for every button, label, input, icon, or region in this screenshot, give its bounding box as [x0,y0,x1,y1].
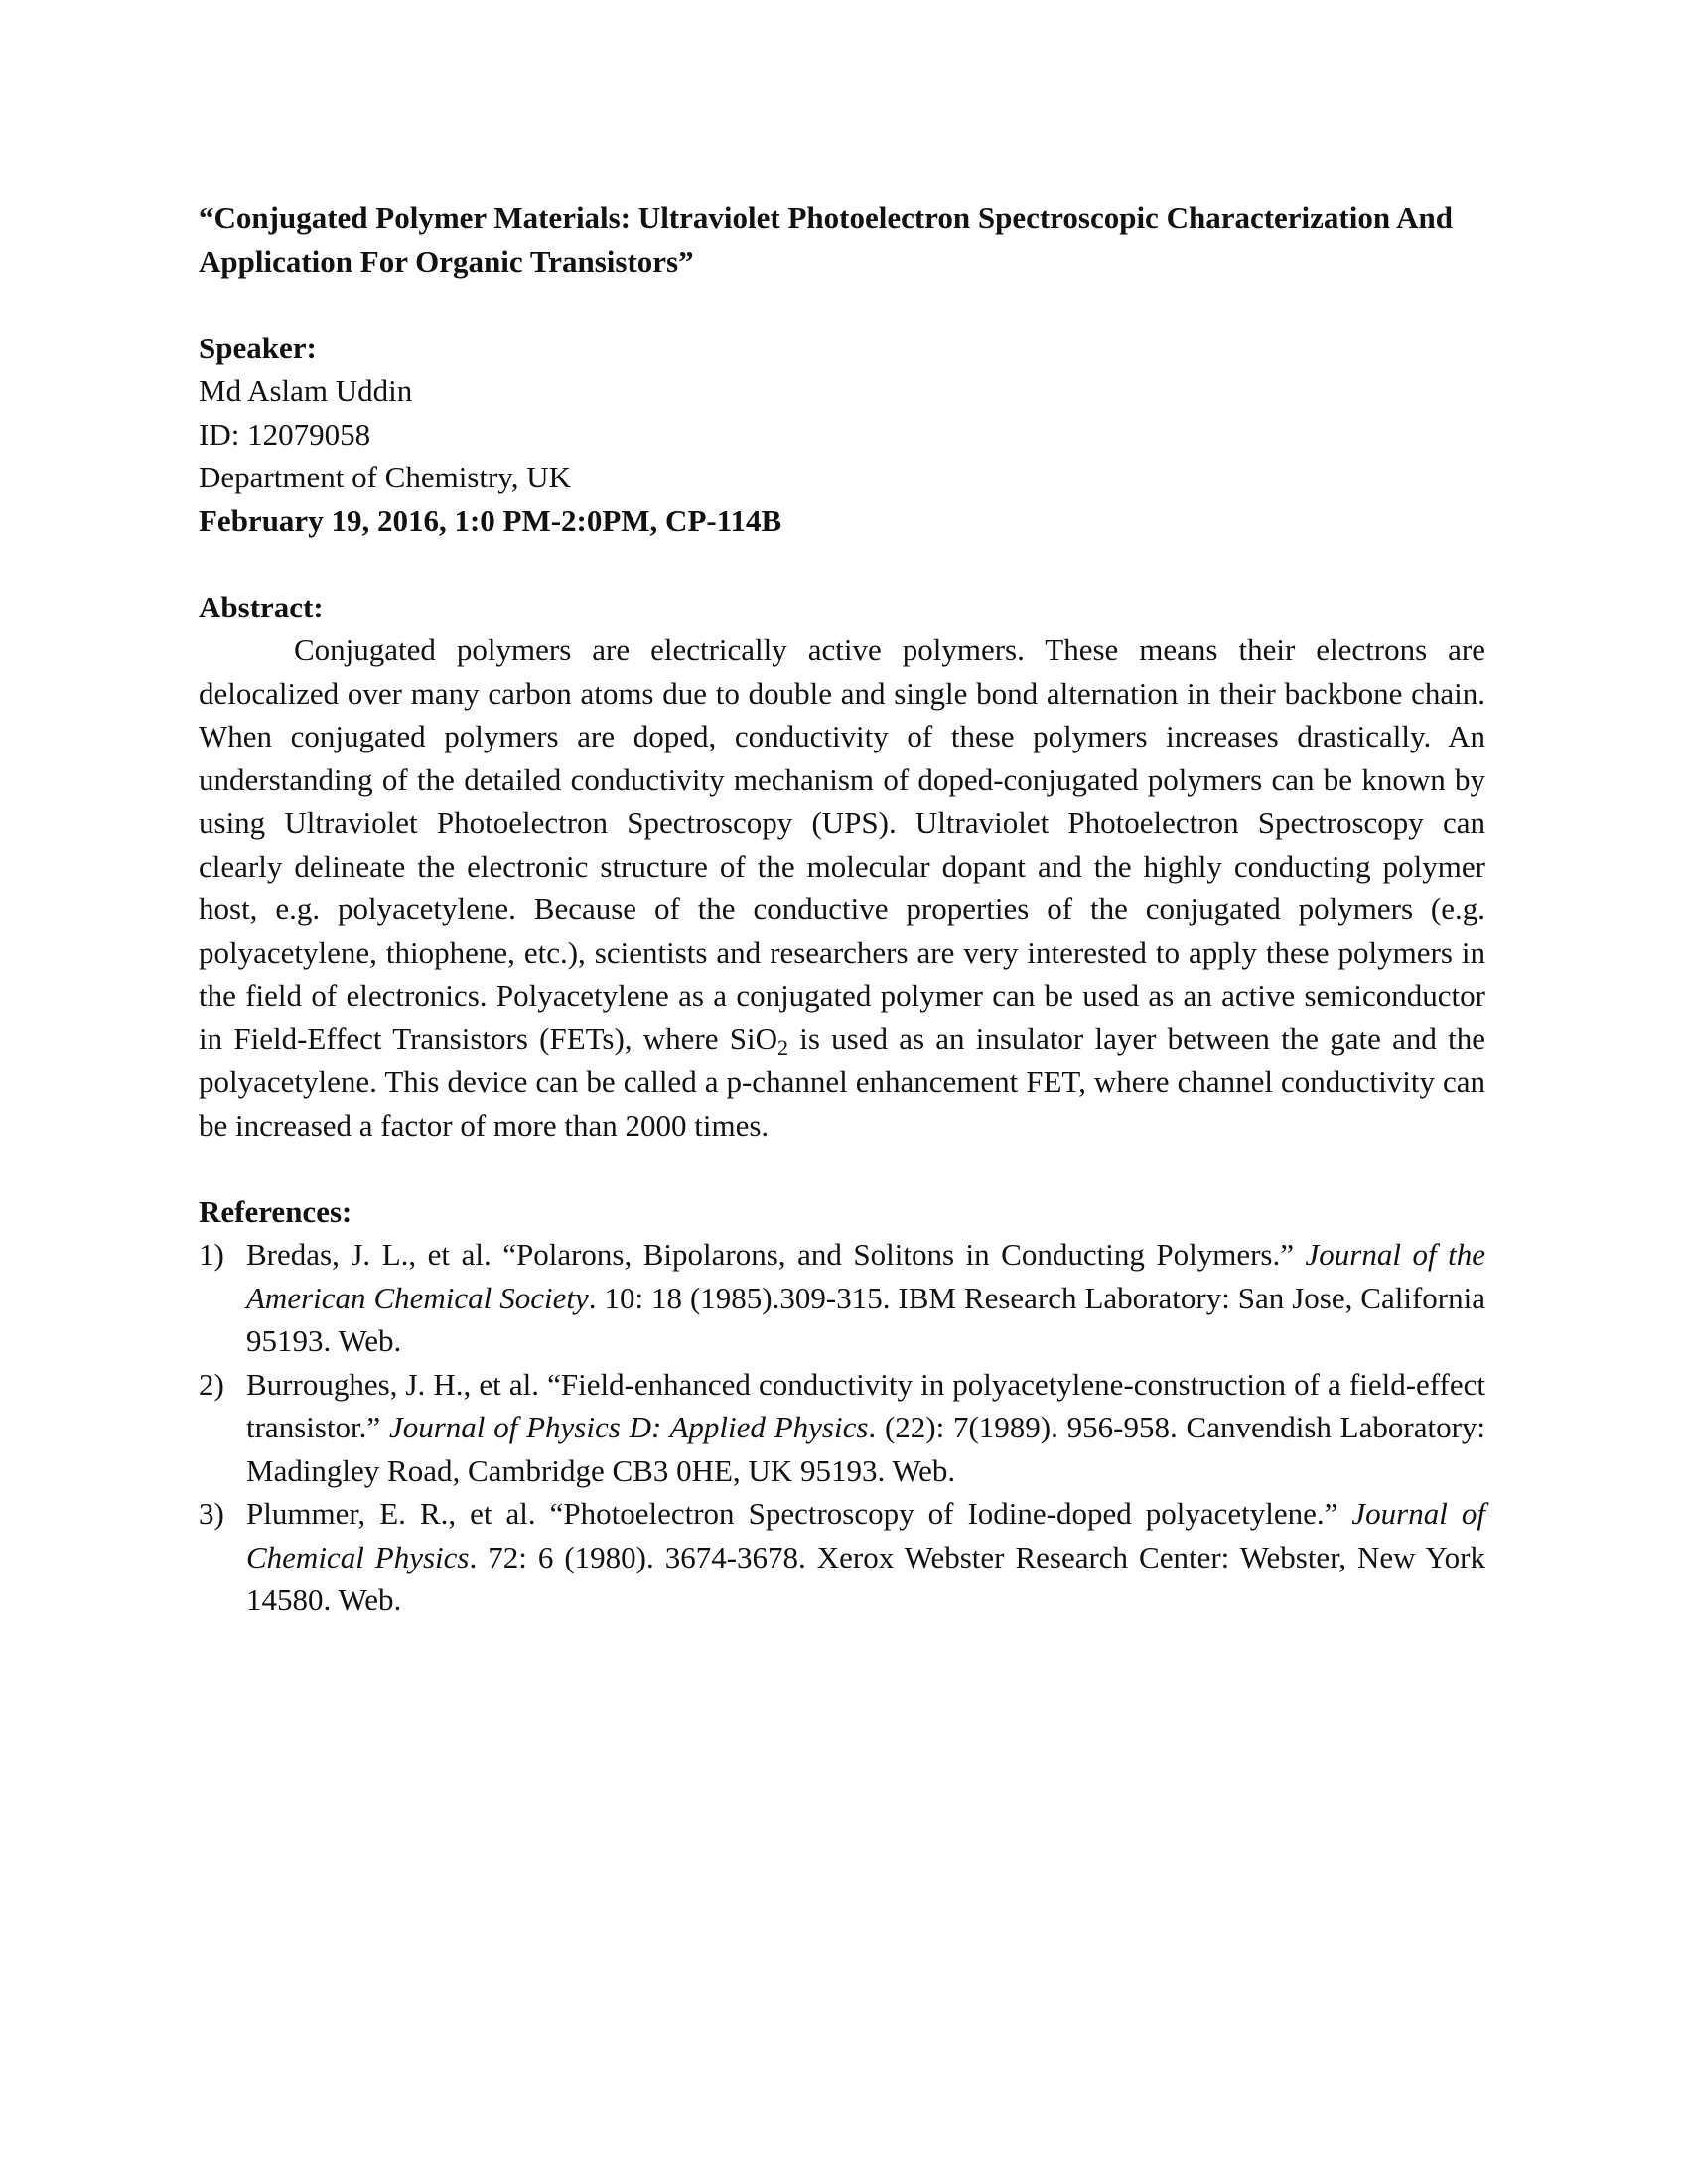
reference-details: . 72: 6 (1980). 3674-3678. Xerox Webster Research Center: Webster, New York 14580. Web. [246,1539,1485,1617]
event-datetime: February 19, 2016, 1:0 PM-2:0PM, CP-114B [199,502,782,538]
reference-number: 3) [199,1496,224,1531]
reference-number: 2) [199,1366,224,1402]
references-heading: References: [199,1193,352,1229]
references-list [199,1233,1485,1622]
speaker-id: ID: 12079058 [199,416,371,452]
abstract-text-part-1: Conjugated polymers are electrically active polymers. These means their electrons are delocalized over many carbon atoms due to double and single bond alternation in their backbone chain. When conjugated polymers are doped, conductivity of these polymers increases drastically. An understanding of the detailed conductivity mechanism of doped-conjugated polymers can be known by using Ultraviolet Photoelectron Spectroscopy (UPS). Ultraviolet Photoelectron Spectroscopy can clearly delineate the electronic structure of the molecular dopant and the highly conducting polymer host, e.g. polyacetylene. Because of the conductive properties of the conjugated polymers (e.g. polyacetylene, thiophene, etc.), scientists and researchers are very interested to apply these polymers in the field of electronics. Polyacetylene as a conjugated polymer can be used as an active semiconductor in Field-Effect Transistors (FETs), where SiO [199,632,1485,1056]
reference-journal: Journal of the American Chemical Society [246,1237,1486,1315]
speaker-department: Department of Chemistry, UK [199,460,572,494]
reference-text: Bredas, J. L., et al. “Polarons, Bipolarons, and Solitons in Conducting Polymers.” [246,1237,1306,1272]
reference-details: . (22): 7(1989). 956-958. Canvendish Laboratory: Madingley Road, Cambridge CB3 0HE, UK 95193. Web. [246,1410,1486,1488]
reference-text: Plummer, E. R., et al. “Photoelectron Spectroscopy of Iodine-doped polyacetylene.” [246,1496,1352,1531]
reference-journal: Journal of Physics D: Applied Physics [388,1410,869,1444]
document-page [199,197,1485,1622]
spacer [199,1147,1485,1190]
reference-text: Burroughes, J. H., et al. “Field-enhanced conductivity in polyacetylene-construction of a field-effect transistor.” [246,1366,1485,1444]
spacer [199,542,1485,586]
abstract-heading: Abstract: [199,589,324,624]
reference-details: . 10: 18 (1985).309-315. IBM Research Laboratory: San Jose, California 95193. Web. [246,1280,1485,1358]
abstract-text-part-2: is used as an insulator layer between the gate and the polyacetylene. This device can be called a p-channel enhancement FET, where channel conductivity can be increased a factor of more than 2000 times. [199,1021,1485,1143]
reference-journal: Journal of Chemical Physics [246,1496,1485,1574]
speaker-name: Md Aslam Uddin [199,373,413,408]
reference-item [199,1233,1485,1363]
document-title: “Conjugated Polymer Materials: Ultraviolet Photoelectron Spectroscopic Characterization And Application For Organic Transistors” [199,201,1454,279]
reference-item [199,1363,1485,1493]
reference-number: 1) [199,1237,224,1272]
spacer [199,283,1485,327]
abstract-subscript: 2 [776,1034,788,1060]
speaker-heading: Speaker: [199,330,317,365]
abstract-text [199,628,1485,1147]
reference-item [199,1492,1485,1622]
